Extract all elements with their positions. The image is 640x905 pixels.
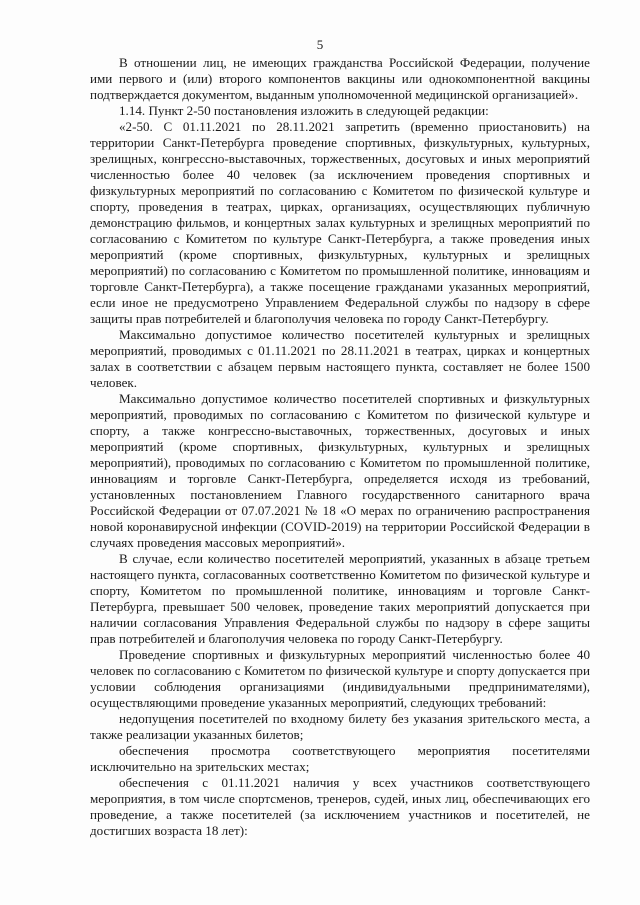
document-body: [90, 55, 590, 839]
paragraph-requirement-tickets: недопущения посетителей по входному билету без указания зрительского места, а также реализации указанных билетов;: [90, 711, 590, 742]
paragraph-requirement-seats: обеспечения просмотра соответствующего мероприятия посетителями исключительно на зрительских местах;: [90, 743, 590, 774]
paragraph-item-1-14: 1.14. Пункт 2-50 постановления изложить в следующей редакции:: [119, 103, 489, 118]
paragraph-cultural-limit: Максимально допустимое количество посетителей культурных и зрелищных мероприятий, проводимых с 01.11.2021 по 28.11.2021 в театрах, цирках и концертных залах в соответствии с абзацем первым настоящего пункта, составляет не более 1500 человек.: [90, 327, 590, 390]
page-number: 5: [316, 37, 324, 52]
paragraph-requirement-participants: обеспечения с 01.11.2021 наличия у всех участников соответствующего мероприятия, в том числе спортсменов, тренеров, судей, иных лиц, обеспечивающих его проведение, а также посетителей (за исключением участников и посетителей, не достигших возраста 18 лет):: [90, 775, 590, 838]
paragraph-foreign-citizens: В отношении лиц, не имеющих гражданства Российской Федерации, получение ими первого и (или) второго компонентов вакцины или однокомпонентной вакцины подтверждается документом, выданным уполномоченной медицинской организацией».: [90, 55, 590, 102]
paragraph-sports-limit: Максимально допустимое количество посетителей спортивных и физкультурных мероприятий, проводимых по согласованию с Комитетом по физической культуре и спорту, а также конгрессно-выставочных, торжественных, досуговых и иных мероприятий (кроме спортивных, физкультурных, культурных и зрелищных мероприятий), проводимых по согласованию с Комитетом по промышленной политике, инновациям и торговле Санкт-Петербурга, определяется исходя из требований, установленных постановлением Главного государственного санитарного врача Российской Федерации от 07.07.2021 № 18 «О мерах по ограничению распространения новой коронавирусной инфекции (COVID-2019) на территории Российской Федерации в случаях проведения массовых мероприятий».: [90, 391, 590, 550]
paragraph-approval-over-500: В случае, если количество посетителей мероприятий, указанных в абзаце третьем настоящего пункта, согласованных соответственно Комитетом по физической культуре и спорту, Комитетом по промышленной политике, инновациям и торговле Санкт-Петербурга, превышает 500 человек, проведение таких мероприятий допускается при наличии согласования Управления Федеральной службы по надзору в сфере защиты прав потребителей и благополучия человека по городу Санкт-Петербургу.: [90, 551, 590, 646]
paragraph-item-2-50: «2-50. С 01.11.2021 по 28.11.2021 запретить (временно приостановить) на территории Санкт-Петербурга проведение спортивных, физкультурных, культурных, зрелищных, конгрессно-выставочных, торжественных, досуговых и иных мероприятий численностью более 40 человек (за исключением проведения спортивных и физкультурных мероприятий по согласованию с Комитетом по физической культуре и спорту, проведения в театрах, цирках, организациях, осуществляющих публичную демонстрацию фильмов, и концертных залах культурных и зрелищных мероприятий по согласованию с Комитетом по культуре Санкт-Петербурга, а также проведения иных мероприятий (кроме спортивных, физкультурных, культурных и зрелищных мероприятий) по согласованию с Комитетом по промышленной политике, инновациям и торговле Санкт-Петербурга), а также посещение гражданами указанных мероприятий, если иное не предусмотрено Управлением Федеральной службы по надзору в сфере защиты прав потребителей и благополучия человека по городу Санкт-Петербургу.: [90, 119, 590, 326]
paragraph-sports-requirements: Проведение спортивных и физкультурных мероприятий численностью более 40 человек по согласованию с Комитетом по физической культуре и спорту допускается при условии соблюдения организациями (индивидуальными предпринимателями), осуществляющими проведение указанных мероприятий, следующих требований:: [90, 647, 590, 710]
